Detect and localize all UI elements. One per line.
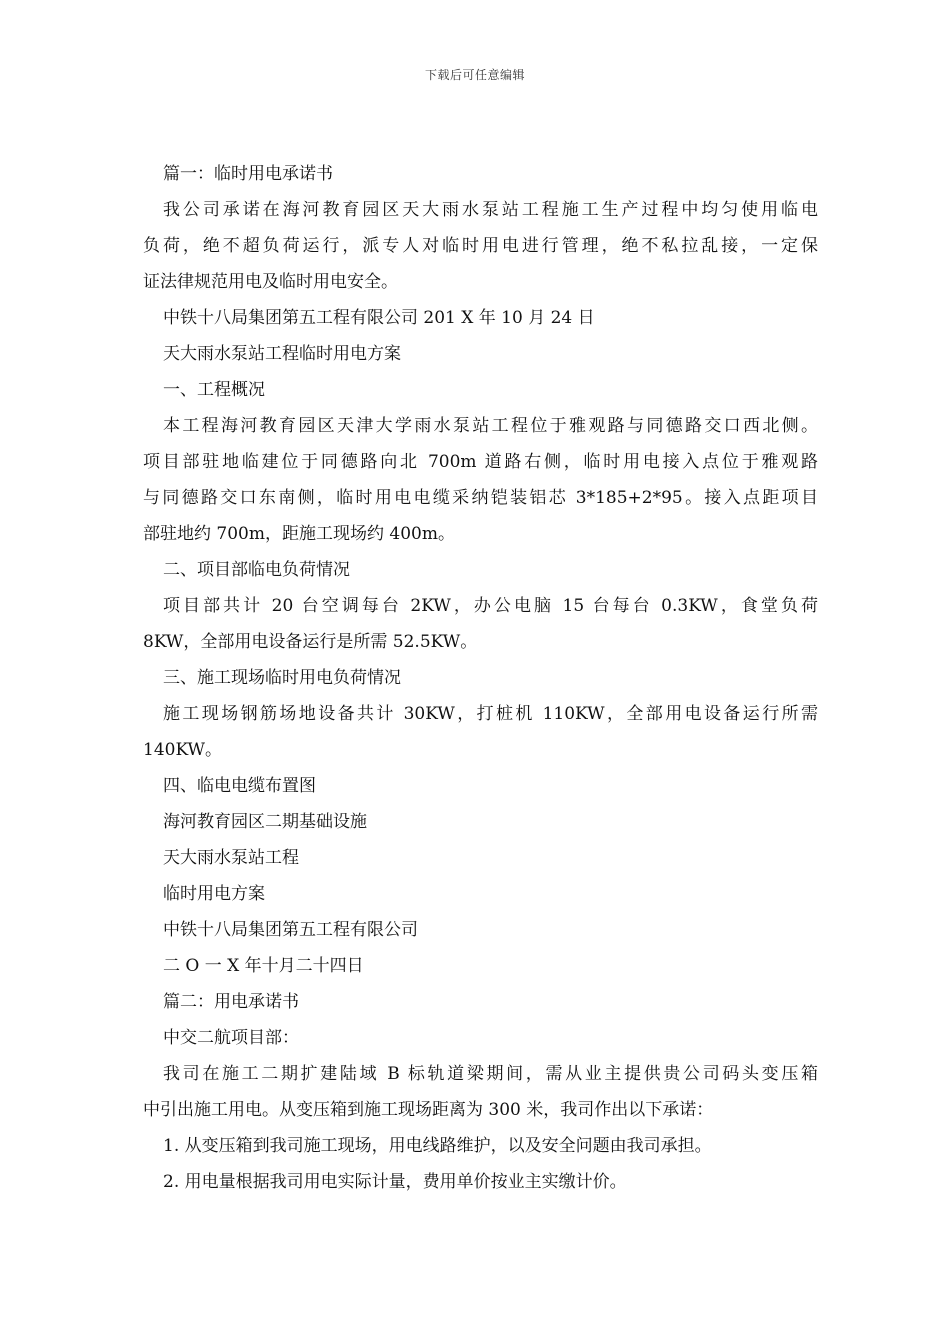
text-line: 项目部共计 20 台空调每台 2KW，办公电脑 15 台每台 0.3KW，食堂负荷 xyxy=(163,596,818,616)
text-line: 四、临电电缆布置图 xyxy=(163,776,316,796)
text-line: 中交二航项目部： xyxy=(163,1028,299,1048)
page-header: 下载后可任意编辑 xyxy=(424,68,525,82)
text-line: 本工程海河教育园区天津大学雨水泵站工程位于雅观路与同德路交口西北侧。 xyxy=(163,416,818,436)
text-line: 项目部驻地临建位于同德路向北 700m 道路右侧，临时用电接入点位于雅观路 xyxy=(143,452,818,472)
text-line: 篇一：临时用电承诺书 xyxy=(163,164,333,184)
document-body xyxy=(143,156,818,1200)
text-line: 天大雨水泵站工程临时用电方案 xyxy=(163,344,401,364)
text-line: 与同德路交口东南侧，临时用电电缆采纳铠装铝芯 3*185+2*95。接入点距项目 xyxy=(143,488,818,508)
text-line: 证法律规范用电及临时用电安全。 xyxy=(143,272,398,292)
text-line: 三、施工现场临时用电负荷情况 xyxy=(163,668,401,688)
text-line: 中铁十八局集团第五工程有限公司 xyxy=(163,920,418,940)
text-line: 我公司承诺在海河教育园区天大雨水泵站工程施工生产过程中均匀使用临电 xyxy=(163,200,818,220)
text-line: 1. 从变压箱到我司施工现场，用电线路维护，以及安全问题由我司承担。 xyxy=(163,1136,712,1156)
text-line: 篇二：用电承诺书 xyxy=(163,992,299,1012)
text-line: 中引出施工用电。从变压箱到施工现场距离为 300 米，我司作出以下承诺： xyxy=(143,1100,714,1120)
text-line: 我司在施工二期扩建陆域 B 标轨道梁期间，需从业主提供贵公司码头变压箱 xyxy=(163,1064,818,1084)
text-line: 二、项目部临电负荷情况 xyxy=(163,560,350,580)
text-line: 部驻地约 700m，距施工现场约 400m。 xyxy=(143,524,455,544)
text-line: 天大雨水泵站工程 xyxy=(163,848,299,868)
text-line: 施工现场钢筋场地设备共计 30KW，打桩机 110KW，全部用电设备运行所需 xyxy=(163,704,818,724)
text-line: 临时用电方案 xyxy=(163,884,265,904)
text-line: 140KW。 xyxy=(143,740,223,760)
text-line: 中铁十八局集团第五工程有限公司 201 X 年 10 月 24 日 xyxy=(163,308,595,328)
text-line: 负荷，绝不超负荷运行，派专人对临时用电进行管理，绝不私拉乱接，一定保 xyxy=(143,236,818,256)
text-line: 二 O 一 X 年十月二十四日 xyxy=(163,956,364,976)
text-line: 海河教育园区二期基础设施 xyxy=(163,812,367,832)
text-line: 8KW，全部用电设备运行是所需 52.5KW。 xyxy=(143,632,478,652)
text-line: 2. 用电量根据我司用电实际计量，费用单价按业主实缴计价。 xyxy=(163,1172,627,1192)
text-line: 一、工程概况 xyxy=(163,380,265,400)
